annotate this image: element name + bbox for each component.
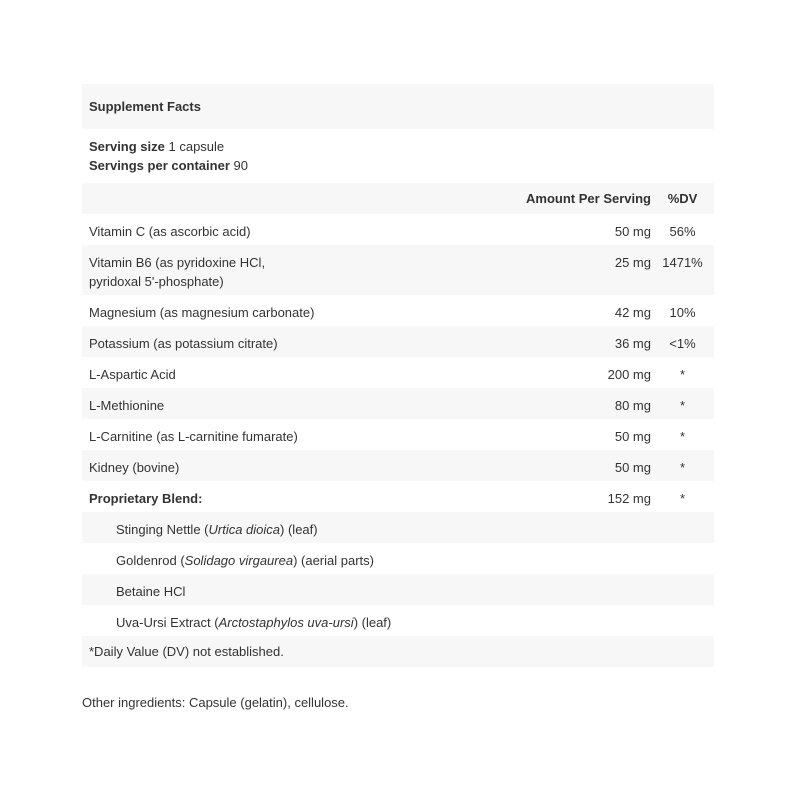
nutrient-dv: 1471% xyxy=(662,255,703,270)
nutrient-rows xyxy=(82,214,714,667)
blend-ingredient-row xyxy=(82,512,714,543)
nutrient-name: L-Aspartic Acid xyxy=(89,367,176,382)
servings-per-container-value: 90 xyxy=(233,158,248,173)
blend-text: ) (leaf) xyxy=(280,522,318,537)
nutrient-dv: * xyxy=(679,460,686,475)
servings-per-container-label: Servings per container xyxy=(89,158,230,173)
table-header xyxy=(82,183,714,214)
blend-ingredient-row xyxy=(82,574,714,605)
table-row xyxy=(82,214,714,245)
nutrient-dv: * xyxy=(679,367,686,382)
blend-ingredient xyxy=(82,543,714,570)
nutrient-amount: 152 mg xyxy=(607,491,651,506)
dv-footnote: *Daily Value (DV) not established. xyxy=(82,636,714,667)
serving-size-label: Serving size xyxy=(89,139,165,154)
nutrient-name: L-Carnitine (as L-carnitine fumarate) xyxy=(89,429,298,444)
table-row xyxy=(82,295,714,326)
nutrient-name: Kidney (bovine) xyxy=(89,460,180,475)
blend-latin-name: Arctostaphylos uva-ursi xyxy=(218,615,354,630)
nutrient-dv: * xyxy=(679,491,686,506)
blend-latin-name: Urtica dioica xyxy=(208,522,281,537)
serving-size-value: 1 capsule xyxy=(168,139,225,154)
nutrient-amount: 36 mg xyxy=(614,336,651,351)
nutrient-amount: 50 mg xyxy=(614,460,651,475)
blend-text: Betaine HCl xyxy=(116,584,186,599)
nutrient-dv: 56% xyxy=(669,224,696,239)
nutrient-amount: 50 mg xyxy=(614,224,651,239)
blend-text: ) (leaf) xyxy=(353,615,392,630)
table-row xyxy=(82,357,714,388)
blend-ingredient-row xyxy=(82,605,714,636)
nutrient-dv: * xyxy=(679,429,686,444)
blend-text: Stinging Nettle ( xyxy=(116,522,209,537)
blend-ingredient xyxy=(82,512,714,539)
nutrient-dv: 10% xyxy=(669,305,696,320)
nutrient-name: Potassium (as potassium citrate) xyxy=(89,336,278,351)
blend-text: ) (aerial parts) xyxy=(293,553,374,568)
blend-ingredient xyxy=(82,574,714,601)
table-row xyxy=(82,481,714,512)
blend-ingredient-row xyxy=(82,543,714,574)
nutrient-amount: 42 mg xyxy=(614,305,651,320)
nutrient-name: L-Methionine xyxy=(89,398,165,413)
panel-title: Supplement Facts xyxy=(82,84,714,129)
serving-info xyxy=(82,129,714,183)
blend-ingredient xyxy=(82,605,714,632)
table-row xyxy=(82,388,714,419)
nutrient-name: Vitamin C (as ascorbic acid) xyxy=(89,224,251,239)
table-row xyxy=(82,450,714,481)
nutrient-amount: 25 mg xyxy=(614,255,651,270)
nutrient-dv: * xyxy=(679,398,686,413)
blend-latin-name: Solidago virgaurea xyxy=(184,553,294,568)
nutrient-name: Magnesium (as magnesium carbonate) xyxy=(89,305,315,320)
nutrient-amount: 80 mg xyxy=(614,398,651,413)
blend-text: Goldenrod ( xyxy=(116,553,185,568)
nutrient-amount: 50 mg xyxy=(614,429,651,444)
table-row xyxy=(82,419,714,450)
other-ingredients: Other ingredients: Capsule (gelatin), cellulose. xyxy=(82,695,349,710)
serving-size xyxy=(89,137,707,156)
header-amount: Amount Per Serving xyxy=(526,191,651,206)
nutrient-name: Vitamin B6 (as pyridoxine HCl, pyridoxal 5'-phosphate) xyxy=(89,255,266,289)
servings-per-container xyxy=(89,156,707,175)
table-row xyxy=(82,245,714,295)
blend-name: Proprietary Blend: xyxy=(89,491,203,506)
nutrient-amount: 200 mg xyxy=(607,367,651,382)
supplement-facts-panel xyxy=(82,84,714,667)
nutrient-dv: <1% xyxy=(669,336,696,351)
blend-text: Uva-Ursi Extract ( xyxy=(116,615,219,630)
header-dv: %DV xyxy=(667,191,698,206)
table-row xyxy=(82,326,714,357)
